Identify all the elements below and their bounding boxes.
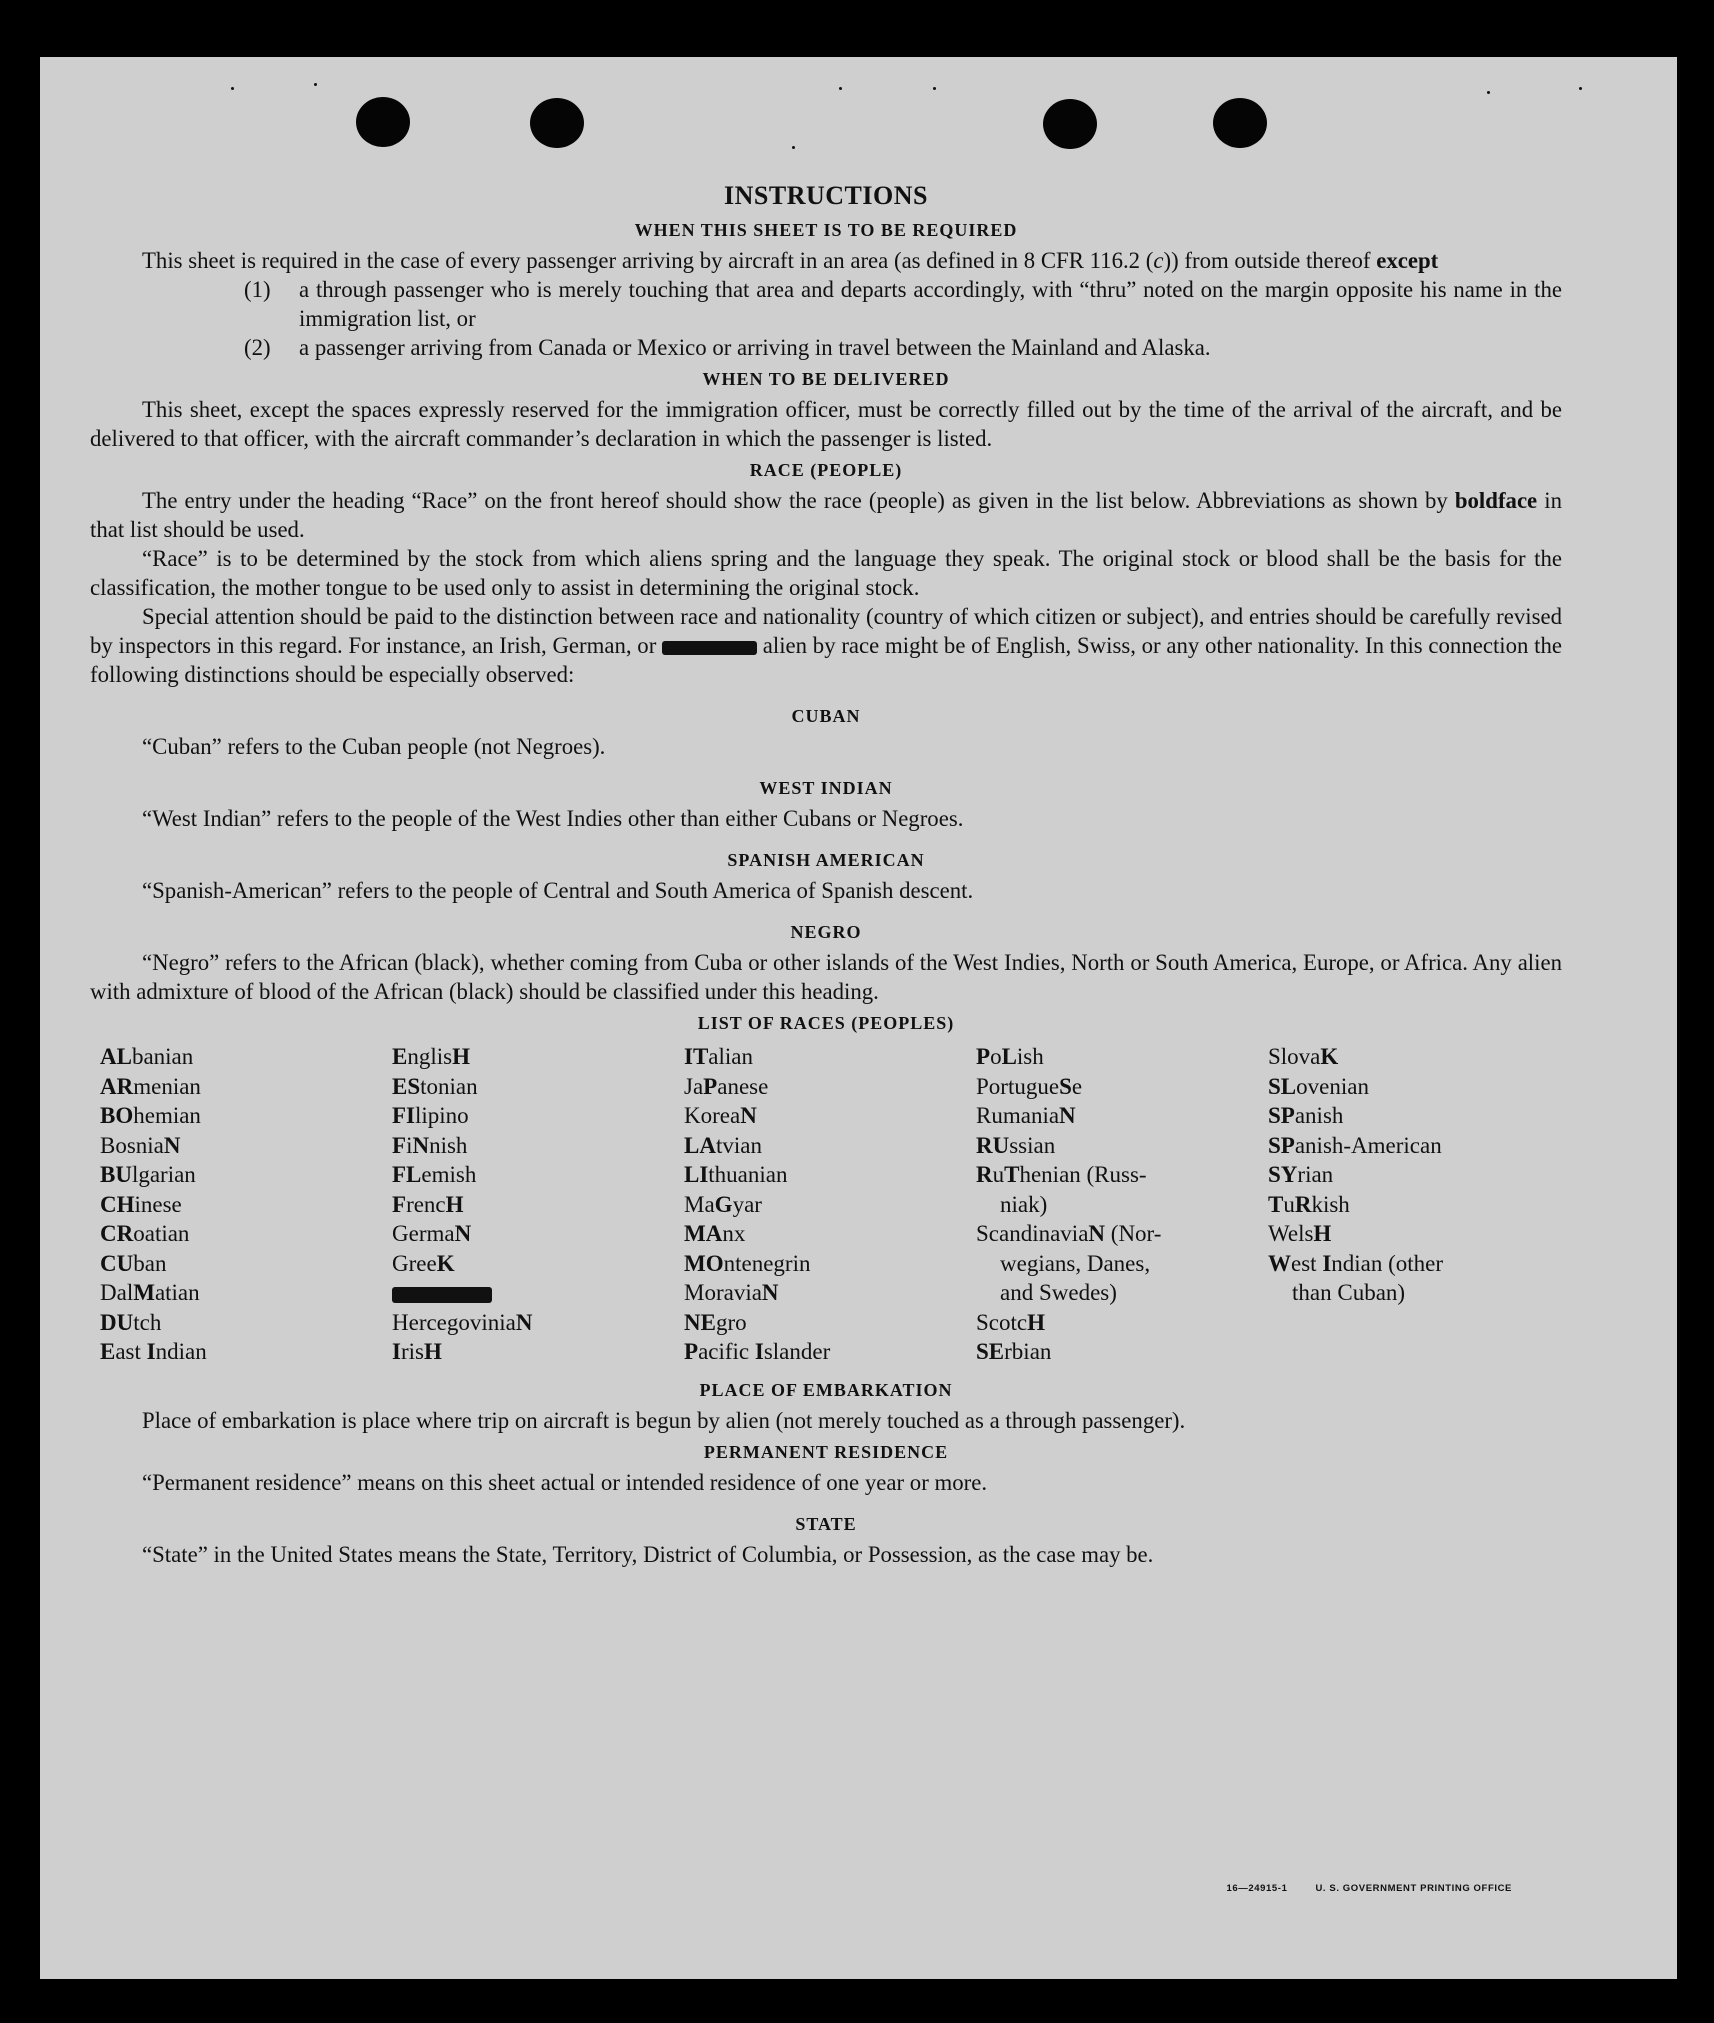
race-list-item: [684, 1042, 976, 1072]
race-list-item: [976, 1308, 1268, 1338]
race-text: Korea: [684, 1103, 741, 1128]
race-list-item: [684, 1072, 976, 1102]
text-fragment: This sheet is required in the case of every passenger arriving by aircraft in an area (as defined in 8 CFR 116.2 (: [142, 248, 1154, 273]
race-list-item: [1268, 1131, 1568, 1161]
race-abbreviation: I: [754, 1339, 764, 1364]
race-list-item-continuation: [976, 1278, 1268, 1308]
race-list-item: [976, 1101, 1268, 1131]
race-text: est: [1291, 1250, 1323, 1276]
race-list-item: [684, 1337, 976, 1367]
section-heading-when-required: WHEN THIS SHEET IS TO BE REQUIRED: [634, 220, 1018, 240]
race-abbreviation: H: [452, 1044, 470, 1069]
race-text: alian: [708, 1044, 753, 1069]
section-heading-race: RACE (PEOPLE): [749, 460, 903, 480]
race-list-column: [1268, 1042, 1568, 1367]
race-abbreviation: N: [1088, 1221, 1106, 1246]
race-list-item: [100, 1337, 392, 1367]
race-list-item: [684, 1249, 976, 1279]
punch-hole: [356, 97, 410, 147]
race-abbreviation: RU: [976, 1132, 1010, 1158]
race-text: and Swedes): [1000, 1280, 1117, 1305]
race-text: tvian: [715, 1132, 762, 1158]
race-text: niak): [1000, 1191, 1048, 1217]
race-abbreviation: M: [133, 1280, 155, 1305]
redaction-mark: [392, 1287, 492, 1303]
exception-text: a passenger arriving from Canada or Mexico or arriving in travel between the Mainland and Alaska.: [299, 335, 1211, 360]
printer-imprint: U. S. GOVERNMENT PRINTING OFFICE: [1315, 1883, 1512, 1894]
race-list-item: [1268, 1249, 1568, 1279]
paragraph-race-3: [90, 602, 1562, 689]
race-abbreviation: MA: [684, 1221, 723, 1246]
race-list-column: [976, 1042, 1268, 1367]
race-abbreviation: SY: [1268, 1162, 1298, 1187]
race-abbreviation: P: [684, 1339, 699, 1364]
exception-text: a through passenger who is merely touching that area and departs accordingly, with “thru” noted on the margin opposite his name in the immigration list, or: [299, 277, 1562, 331]
race-abbreviation: ES: [392, 1073, 421, 1099]
text-fragment: The entry under the heading “Race” on the front hereof should show the race (people) as given in the list below. Abbreviations as shown by: [142, 488, 1455, 513]
paragraph-when-delivered: This sheet, except the spaces expressly reserved for the immigration officer, must be correctly filled out by the time of the arrival of the aircraft, and be delivered to that officer, with the aircraft commander’s declaration in which the passenger is listed.: [90, 397, 1562, 451]
race-abbreviation: H: [1313, 1221, 1332, 1246]
section-heading-cuban: CUBAN: [791, 706, 861, 726]
race-abbreviation: SL: [1268, 1073, 1297, 1099]
race-text: ssian: [1009, 1132, 1056, 1158]
race-text: Hercegovinia: [392, 1309, 516, 1335]
race-abbreviation: NE: [684, 1309, 716, 1335]
race-text: (Nor-: [1105, 1221, 1162, 1246]
race-list-item: [684, 1131, 976, 1161]
race-text: kish: [1311, 1191, 1350, 1217]
page-title: INSTRUCTIONS: [724, 181, 928, 210]
race-text: tch: [133, 1309, 162, 1335]
race-text: Scandinavia: [976, 1221, 1089, 1246]
paragraph-race-1: [90, 486, 1562, 544]
race-abbreviation: LI: [684, 1162, 709, 1187]
paragraph-race-2: “Race” is to be determined by the stock from which aliens spring and the language they speak. The original stock or blood shall be the basis for the classification, the mother tongue to be used only to assist in determining the original stock.: [90, 546, 1562, 600]
race-list-item: [976, 1042, 1268, 1072]
race-abbreviation: G: [714, 1191, 733, 1217]
race-text: nglis: [407, 1044, 453, 1069]
race-abbreviation: E: [100, 1339, 116, 1364]
paragraph-when-required: [90, 246, 1562, 275]
exception-item: [90, 275, 1562, 333]
race-text: rian: [1297, 1162, 1334, 1187]
race-abbreviation: N: [454, 1221, 472, 1246]
race-text: e: [1071, 1073, 1083, 1099]
race-list-item: [392, 1337, 684, 1367]
race-abbreviation: BO: [100, 1103, 134, 1128]
exception-item: [90, 333, 1562, 362]
race-text: slander: [763, 1339, 831, 1364]
race-text: oatian: [133, 1221, 190, 1246]
race-text: rbian: [1004, 1339, 1052, 1364]
bold-word: except: [1376, 248, 1439, 273]
race-list-item: [392, 1308, 684, 1338]
race-abbreviation: IT: [684, 1044, 709, 1069]
paragraph-residence: “Permanent residence” means on this sheet actual or intended residence of one year or more.: [142, 1469, 988, 1495]
race-list-item: [976, 1072, 1268, 1102]
race-list-item: [100, 1190, 392, 1220]
race-text: hemian: [133, 1103, 201, 1128]
race-abbreviation: R: [976, 1162, 993, 1187]
race-abbreviation: BU: [100, 1162, 132, 1187]
section-heading-list-of-races: LIST OF RACES (PEOPLES): [697, 1013, 955, 1033]
document-sheet: [40, 57, 1677, 1979]
race-text: ast: [115, 1339, 147, 1364]
race-list: [100, 1042, 1562, 1367]
race-list-item: [392, 1101, 684, 1131]
race-abbreviation: CU: [100, 1250, 134, 1276]
race-text: ban: [133, 1250, 167, 1276]
race-list-item: [1268, 1219, 1568, 1249]
race-abbreviation: H: [445, 1191, 464, 1217]
punch-hole: [1213, 98, 1267, 148]
race-text: atian: [154, 1280, 200, 1305]
race-list-item: [392, 1072, 684, 1102]
race-abbreviation: P: [703, 1073, 718, 1099]
race-list-item: [684, 1160, 976, 1190]
race-list-item: [100, 1042, 392, 1072]
race-list-item: [100, 1278, 392, 1308]
bold-word: boldface: [1454, 488, 1538, 513]
race-abbreviation: SP: [1268, 1132, 1295, 1158]
race-list-item-continuation: [1268, 1278, 1568, 1308]
race-list-item: [976, 1131, 1268, 1161]
race-abbreviation: LA: [684, 1132, 716, 1158]
race-text: anese: [717, 1073, 769, 1099]
race-text: tonian: [420, 1073, 478, 1099]
race-text: i: [406, 1132, 413, 1158]
race-abbreviation: FL: [392, 1162, 422, 1187]
race-abbreviation: FI: [392, 1103, 415, 1128]
race-abbreviation: I: [1322, 1250, 1332, 1276]
speck: [1487, 91, 1490, 94]
race-text: henian (Russ-: [1019, 1162, 1147, 1187]
race-text: Scotc: [976, 1309, 1028, 1335]
race-list-item: [100, 1219, 392, 1249]
race-list-item: [392, 1278, 684, 1308]
race-abbreviation: AL: [100, 1044, 132, 1069]
race-list-item: [684, 1219, 976, 1249]
section-heading-negro: NEGRO: [790, 922, 862, 942]
text-fragment: in that list should be used.: [90, 488, 1562, 542]
section-heading-residence: PERMANENT RESIDENCE: [703, 1441, 949, 1462]
race-list-item: [100, 1308, 392, 1338]
race-abbreviation: H: [423, 1339, 442, 1364]
race-list-column: [100, 1042, 392, 1367]
race-abbreviation: F: [392, 1191, 407, 1217]
speck: [314, 83, 317, 86]
race-text: ris: [400, 1339, 424, 1364]
race-list-item-continuation: [976, 1249, 1268, 1279]
race-abbreviation: K: [1320, 1044, 1339, 1069]
race-abbreviation: SP: [1268, 1103, 1295, 1128]
race-text: u: [992, 1162, 1005, 1187]
race-text: ndian: [155, 1339, 207, 1364]
speck: [1579, 87, 1582, 90]
race-abbreviation: H: [1027, 1309, 1045, 1335]
race-text: Rumania: [976, 1103, 1060, 1128]
race-list-item: [100, 1249, 392, 1279]
paragraph-spanish-american: “Spanish-American” refers to the people of Central and South America of Spanish descent.: [142, 878, 974, 903]
race-text: Ma: [684, 1191, 715, 1217]
race-text: lgarian: [131, 1162, 196, 1187]
paragraph-west-indian: “West Indian” refers to the people of the West Indies other than either Cubans or Negroes.: [142, 806, 964, 831]
section-heading-west-indian: WEST INDIAN: [759, 778, 893, 798]
race-text: Ja: [684, 1073, 704, 1099]
paragraph-negro: “Negro” refers to the African (black), whether coming from Cuba or other islands of the West Indies, North or South America, Europe, or Africa. Any alien with admixture of blood of the African (black) should be classified under this heading.: [90, 950, 1562, 1004]
text-fragment: )) from outside thereof: [1163, 248, 1377, 273]
race-abbreviation: W: [1268, 1250, 1291, 1276]
race-text: emish: [421, 1162, 477, 1187]
race-list-item: [392, 1160, 684, 1190]
race-text: menian: [133, 1073, 201, 1099]
form-number: 16—24915-1: [1226, 1883, 1288, 1894]
race-text: anish: [1294, 1103, 1344, 1128]
race-text: Gree: [392, 1250, 437, 1276]
race-list-item: [392, 1249, 684, 1279]
race-abbreviation: L: [1001, 1044, 1017, 1069]
race-text: Slova: [1268, 1044, 1321, 1069]
race-list-item: [1268, 1072, 1568, 1102]
race-abbreviation: CH: [100, 1191, 135, 1217]
paragraph-state: “State” in the United States means the State, Territory, District of Columbia, or Possession, as the case may be.: [142, 1541, 1154, 1567]
race-list-item: [684, 1190, 976, 1220]
race-list-item: [1268, 1101, 1568, 1131]
section-heading-embarkation: PLACE OF EMBARKATION: [699, 1379, 953, 1400]
speck: [933, 87, 936, 90]
punch-hole: [1043, 99, 1097, 149]
paragraph-cuban: “Cuban” refers to the Cuban people (not Negroes).: [142, 734, 606, 759]
race-list-item: [684, 1308, 976, 1338]
race-list-item: [392, 1219, 684, 1249]
race-text: acific: [698, 1339, 755, 1364]
race-list-item: [976, 1160, 1268, 1190]
section-heading-spanish-american: SPANISH AMERICAN: [727, 850, 925, 870]
race-list-item: [684, 1278, 976, 1308]
race-text: u: [1283, 1191, 1295, 1217]
race-text: Wels: [1268, 1221, 1314, 1246]
text-fragment: alien by race might be of English, Swiss, or any other nationality. In this connection the following distinctions should be especially observed:: [90, 633, 1562, 687]
race-list-item: [1268, 1190, 1568, 1220]
race-text: inese: [134, 1191, 182, 1217]
race-list-item: [100, 1160, 392, 1190]
race-list-item: [976, 1219, 1268, 1249]
race-list-item: [392, 1190, 684, 1220]
race-abbreviation: N: [1059, 1103, 1076, 1128]
italic-letter: c: [1153, 248, 1164, 273]
race-text: than Cuban): [1292, 1280, 1406, 1305]
race-abbreviation: T: [1268, 1191, 1284, 1217]
race-abbreviation: N: [761, 1280, 779, 1305]
race-abbreviation: I: [392, 1339, 401, 1364]
race-list-column: [684, 1042, 976, 1367]
race-abbreviation: N: [515, 1309, 533, 1335]
race-abbreviation: SE: [976, 1339, 1005, 1364]
race-text: yar: [732, 1191, 762, 1217]
speck: [839, 87, 842, 90]
section-heading-when-delivered: WHEN TO BE DELIVERED: [702, 369, 950, 389]
speck: [231, 87, 234, 90]
text-fragment: Special attention should be paid to the distinction between race and nationality (country of which citizen or subject), and entries should be carefully revised by inspectors in this regard. For instance, an Irish, German, or: [90, 604, 1562, 658]
race-abbreviation: K: [436, 1250, 455, 1276]
race-abbreviation: S: [1059, 1073, 1072, 1099]
race-text: renc: [406, 1191, 446, 1217]
exception-number: (2): [244, 335, 271, 360]
race-abbreviation: I: [146, 1339, 156, 1364]
race-list-item: [976, 1337, 1268, 1367]
race-text: Moravia: [684, 1280, 762, 1305]
race-text: anish-American: [1294, 1132, 1442, 1158]
race-text: thuanian: [708, 1162, 788, 1187]
race-list-item: [684, 1101, 976, 1131]
race-text: ndian (other: [1331, 1250, 1444, 1276]
race-text: ntenegrin: [723, 1250, 811, 1276]
race-text: ish: [1016, 1044, 1044, 1069]
race-abbreviation: T: [1004, 1162, 1020, 1187]
exception-number: (1): [244, 277, 271, 302]
form-footer: [1227, 1883, 1512, 1894]
race-abbreviation: AR: [100, 1073, 134, 1099]
race-abbreviation: DU: [100, 1309, 134, 1335]
race-abbreviation: N: [740, 1103, 757, 1128]
race-list-item: [392, 1042, 684, 1072]
race-abbreviation: N: [412, 1132, 430, 1158]
race-text: nish: [429, 1132, 468, 1158]
paragraph-embarkation: Place of embarkation is place where trip on aircraft is begun by alien (not merely touched as a through passenger).: [142, 1407, 1186, 1433]
race-list-item: [100, 1101, 392, 1131]
race-text: ovenian: [1296, 1073, 1369, 1099]
race-list-column: [392, 1042, 684, 1367]
punch-hole: [530, 98, 584, 148]
race-text: lipino: [415, 1103, 469, 1128]
race-abbreviation: MO: [684, 1250, 724, 1276]
race-text: Dal: [100, 1280, 134, 1305]
race-text: Bosnia: [100, 1132, 164, 1158]
race-text: gro: [715, 1309, 747, 1335]
race-abbreviation: E: [392, 1044, 408, 1069]
race-abbreviation: R: [1294, 1191, 1312, 1217]
race-list-item: [100, 1072, 392, 1102]
redaction-mark: [662, 641, 757, 655]
race-text: o: [990, 1044, 1002, 1069]
race-text: nx: [722, 1221, 746, 1246]
section-heading-state: STATE: [795, 1513, 857, 1534]
race-text: banian: [131, 1044, 194, 1069]
race-list-item: [392, 1131, 684, 1161]
race-list-item-continuation: [976, 1190, 1268, 1220]
race-abbreviation: F: [392, 1132, 407, 1158]
speck: [792, 146, 795, 149]
race-abbreviation: CR: [100, 1221, 134, 1246]
instructions-content: [90, 179, 1562, 1569]
race-list-item: [1268, 1160, 1568, 1190]
race-list-item: [1268, 1042, 1568, 1072]
race-text: Germa: [392, 1221, 455, 1246]
race-abbreviation: P: [976, 1044, 991, 1069]
race-list-item: [100, 1131, 392, 1161]
race-abbreviation: N: [163, 1132, 181, 1158]
race-text: Portugue: [976, 1073, 1060, 1099]
race-text: wegians, Danes,: [1000, 1250, 1151, 1276]
